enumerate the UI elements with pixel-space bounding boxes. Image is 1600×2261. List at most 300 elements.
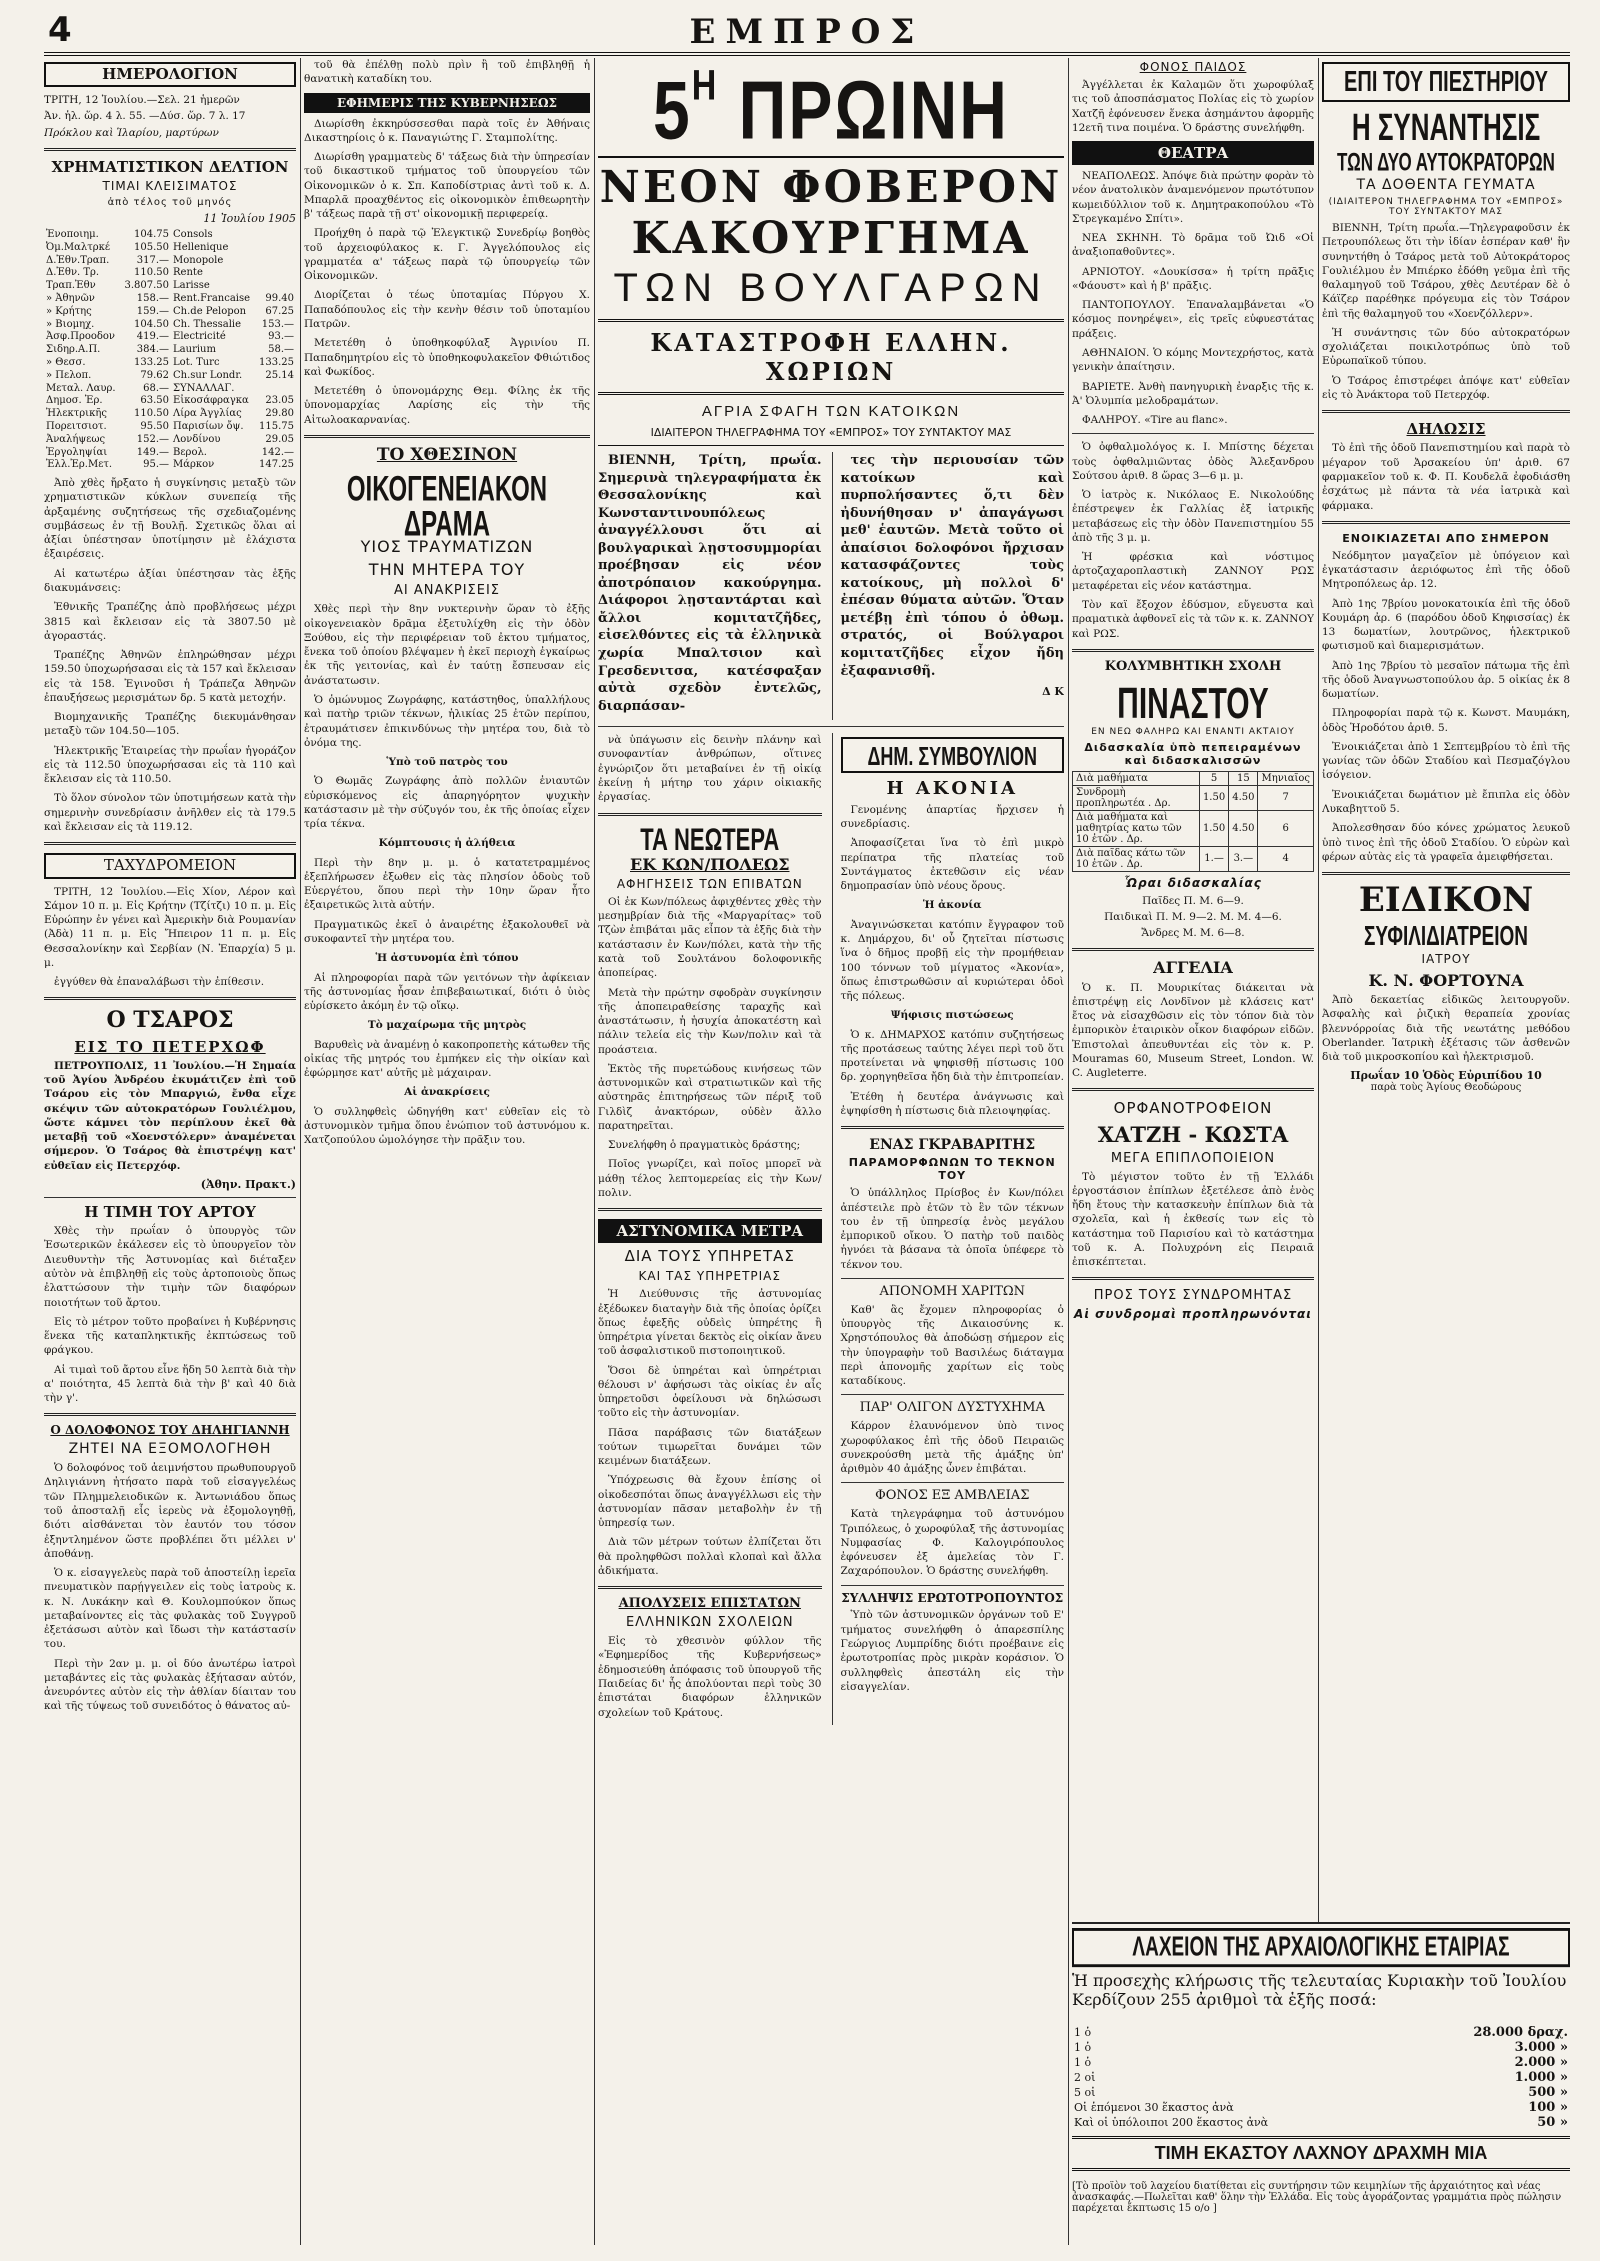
council-heading [841, 737, 1065, 773]
meeting-paragraph: ΒΙΕΝΝΗ, Τρίτη πρωΐα.—Τηλεγραφοῦσιν ἐκ Πετρουπόλεως ὅτι τὴν ἰδίαν ἑσπέραν καθ' ἣν συνηντήθη ὁ Τσάρος μετὰ τοῦ Αὐτοκράτορος Γουλιέλμου ἐν Μπιέρκο ἐδόθη γεῦμα ἐπὶ τῆς θαλαμηγοῦ τοῦ Τσάρου, χθὲς Δευτέραν δὲ ὁ Κάϊζερ παρέθηκε πρόγευμα εἰς τὸν Τσάρον ἐπὶ τῆς θαλαμηγοῦ του «Χοενζόλλερν». [1322, 222, 1570, 320]
schedule-cell: Διὰ παῖδας κάτω τῶν 10 ἐτῶν . Δρ. [1073, 846, 1200, 871]
exchange-value: 317.— [136, 254, 170, 266]
exchange-name: Ἐλλ.Ἐρ.Μετ. [46, 459, 113, 471]
drama-paragraph: Τὸ μαχαίρωμα τῆς μητρὸς [367, 1019, 527, 1032]
divider [44, 148, 296, 151]
banner-article [598, 452, 1064, 720]
clinic-address: παρὰ τοὺς Ἁγίους Θεοδώρους [1370, 1082, 1522, 1094]
drama-paragraph: Ἡ ἀστυνομία ἐπὶ τόπου [375, 952, 519, 965]
drama-subtitle-2: ΤΗΝ ΜΗΤΕΡΑ ΤΟΥ [368, 560, 526, 580]
exchange-name: ΣΥΝΑΛΛΑΓ. [173, 382, 235, 394]
engraver-text: Ὁ ὑπάλληλος Πρίσβος ἐν Κων/πόλει ἀπέστειλε πρὸ ἐτῶν τὸ ἓν τῶν τέκνων του ἐν τῇ ὑπηρεσίᾳ ἑνὸς μεγάλου ἐμπορικοῦ οἴκου. Ὁ πατὴρ τοῦ παιδὸς ἠγνόει τὰ βάσανα τὰ ὁποῖα ὑπέφερε τὸ τέκνον του. [840, 1187, 1064, 1271]
gazette-paragraph: Μετετέθη ὁ ὑποθηκοφύλαξ Ἀγρινίου Π. Παπαδημητρίου εἰς τὸ ὑποθηκοφυλακεῖον Φθιώτιδος καὶ Φωκίδος. [304, 337, 590, 378]
divider [1072, 433, 1314, 434]
exchange-value: 29.05 [265, 433, 294, 445]
ad-text: Ὁ κ. Π. Μουρικίτας διάκειται νὰ ἐπιστρέψῃ εἰς Λονδῖνον μὲ κλάσεις κατ' ἔτος νὰ εἰσαχθῶσιν εἰς τὸν τόπον διὰ τὸν ἐμπορικὸν ἑταιρικὸν οἶκον διαφόρων εἰδῶν. Ἐπιστολαὶ ἀπευθυντέαι εἰς τὸν κ. Ρ. Μοuramas 60, Museum Street, London. W. C. Augleterre. [1072, 981, 1314, 1080]
tsar-subtitle: ΕΙΣ ΤΟ ΠΕΤΕΡΧΩΦ [74, 1037, 266, 1056]
gazette-paragraph: Προήχθη ὁ παρὰ τῷ Ἐλεγκτικῷ Συνεδρίῳ βοηθὸς τοῦ ἀρχειοφύλακος κ. Γ. Ἀγγελόπουλος εἰς γραμματέα α' τάξεως παρὰ τῷ ὑπουργείῳ τῶν Οἰκονομικῶν. [304, 227, 590, 283]
exchange-name: Δ.Ἐθν. Τρ. [46, 267, 100, 279]
banner-signature: Δ Κ [1042, 685, 1064, 699]
divider [1072, 649, 1314, 652]
prize-label: 1 ὁ [1074, 2026, 1092, 2039]
meeting-title-2: ΤΩΝ ΔΥΟ ΑΥΤΟΚΡΑΤΟΡΩΝ [1337, 148, 1555, 177]
drama-subtitle: ΥΙΟΣ ΤΡΑΥΜΑΤΙΖΩΝ [360, 537, 534, 557]
ad-title: ΑΓΓΕΛΙΑ [1153, 958, 1233, 978]
meeting-subtitle: ΤΑ ΔΟΘΕΝΤΑ ΓΕΥΜΑΤΑ [1356, 177, 1536, 193]
drama-paragraph: Αἱ ἀνακρίσεις [404, 1086, 490, 1099]
schedule-cell: 4.50 [1229, 785, 1258, 810]
exchange-name: Λίρα Ἀγγλίας [173, 408, 242, 420]
exchange-value: 105.50 [134, 241, 170, 253]
divider [1072, 1277, 1314, 1280]
drama-title-2: ΟΙΚΟΓΕΝΕΙΑΚΟΝ ΔΡΑΜΑ [346, 470, 548, 545]
news-paragraph: Ποῖος γνωρίζει, καὶ ποῖος μπορεῖ νὰ μάθῃ τέλος λεπτομερείας εἰς τὴν Κων/πολιν. [598, 1158, 822, 1199]
prize-row [1072, 2100, 1570, 2115]
schedule-header: 15 [1229, 771, 1258, 785]
exchange-value: 133.25 [134, 356, 170, 368]
rent-notice: Ἀπὸ 1ης 7βρίου τὸ μεσαῖον πάτωμα τῆς ἐπὶ τῆς ὁδοῦ Ἀναγνωστοπούλου ἀρ. 5 οἰκίας ἐκ 8 δωματίων. [1322, 659, 1570, 701]
swim-location: ΕΝ ΝΕΩ ΦΑΛΗΡΩ ΚΑΙ ΕΝΑΝΤΙ ΑΚΤΑΙΟΥ [1091, 726, 1295, 737]
exchange-row [44, 255, 296, 268]
child-title: ΦΟΝΟΣ ΠΑΙΔΟΣ [1139, 60, 1247, 74]
police-article [598, 1287, 822, 1578]
gazette-paragraph: Διωρίσθη γραμματεὺς δ' τάξεως διὰ τὴν ὑπηρεσίαν τοῦ δικαστικοῦ τμήματος τοῦ ὑπουργείου τῶν Οἰκονομικῶν ὁ κ. Σπ. Καποδίστριας ἀντὶ τοῦ κ. Δ. Μπαρλᾶ προαχθέντος εἰς οἰκονομικὸν ἐπιθεωρητὴν β' τάξεως παρὰ τῇ στ' οἰκονομικῇ περιφερείᾳ. [304, 151, 590, 221]
rent-notice: Ἀπολεσθησαν δύο κόνες χρώματος λευκοῦ ὑπὸ τινος ἐπὶ τῆς ὁδοῦ Σταδίου. Ὁ εὑρὼν καὶ φέρων αὐτὰς εἰς τὰ γραφεῖα ἀμειφθήσεται. [1322, 822, 1570, 863]
exchange-name: Δ.Ἐθν.Τραπ. [46, 254, 110, 266]
doctor-notice: Ὁ ὀφθαλμολόγος κ. Ι. Μπίστης δέχεται τοὺς ὀφθαλμιῶντας ὁδὸς Ἀλεξανδρου Σούτσου ἀριθ. 8 ὥρας 3—6 μ. μ. [1072, 441, 1314, 482]
exchange-value: 79.62 [140, 369, 170, 381]
exchange-name: » Πελοπ. [46, 369, 92, 381]
exchange-row [44, 280, 296, 293]
exchange-name: Δημοσ. Ἐρ. [46, 395, 103, 407]
drama-paragraph: Ὁ ὁμώνυμος Ζωγράφης, κατάστηθος, ὑπαλλήλους καὶ πατὴρ τριῶν τέκνων, ἡλικίας 25 ἐτῶν περίπου, ἐτραυμάτισεν ἐπικινδύνως τὴν μητέρα του, διὰ τὸ ὀνόμα της. [304, 693, 590, 749]
exchange-row [44, 331, 296, 344]
exchange-value: 159.— [136, 305, 170, 317]
rent-notice: Ἀπὸ 1ης 7βρίου μονοκατοικία ἐπὶ τῆς ὁδοῦ Κουμάρη ἀρ. 6 (παρόδου ὁδοῦ Κηφισσίας) ἐκ 13 δωματίων, λουτρῶνος, ἡλεκτρικοῦ φωτισμοῦ καὶ διαμερισμάτων. [1322, 597, 1570, 653]
swim-subtitle: Διδασκαλία ὑπὸ πεπειραμένων καὶ διδασκαλισσῶν [1084, 740, 1302, 767]
lottery-text: Ἡ προσεχὴς κλήρωσις τῆς τελευταίας Κυριακὴν τοῦ Ἰουλίου Κερδίζουν 255 ἀριθμοὶ τὰ ἑξῆς ποσά: [1072, 1971, 1567, 2009]
divider [1322, 872, 1570, 875]
drama-paragraph: Βαρυθεὶς νὰ ἀναμένῃ ὁ κακοπροπετὴς κάτωθεν τῆς οἰκίας τῆς μητρός του ἐμπήκεν εἰς τὴν οἰκίαν καὶ ἐφώρμησε κατ' αὐτῆς μὲ μάχαιραν. [304, 1038, 590, 1080]
exam-title: ΑΠΟΛΥΣΕΙΣ ΕΠΙΣΤΑΤΩΝ [618, 1596, 801, 1612]
exchange-row [44, 395, 296, 408]
exchange-value [255, 255, 296, 268]
column-rule [1318, 58, 1319, 2245]
prize-amount: 50 » [1537, 2115, 1568, 2130]
exchange-value: 68.— [143, 382, 170, 394]
post-heading [44, 853, 296, 878]
headline-sub: ΤΩΝ ΒΟΥΛΓΑΡΩΝ [613, 266, 1049, 310]
exchange-name: Ἐργοληψίαι [46, 446, 108, 458]
middle-section [598, 58, 1064, 2245]
exchange-value: 142.— [261, 446, 294, 458]
news-subtitle-2: ΑΦΗΓΗΣΕΙΣ ΤΩΝ ΕΠΙΒΑΤΩΝ [616, 876, 803, 891]
exchange-value: 110.50 [134, 408, 170, 420]
divider [841, 1394, 1065, 1395]
exchange-name: Μεταλ. Λαυρ. [46, 382, 116, 394]
prize-amount: 3.000 » [1514, 2040, 1568, 2055]
exchange-name: » Θεσσ. [46, 356, 86, 368]
tsar-text: ΠΕΤΡΟΥΠΟΛΙΣ, 11 Ἰουλίου.—Ἡ Σημαία τοῦ Ἀγίου Ἀνδρέου ἐκυμάτιζεν ἐπὶ τοῦ Τσάρου εἰς τὸν Μπαργιώ, ἔνθα εἶχε σκέψιν τῶν αὐτοκρατόρων Γουλιέλμου, ὥστε κάμνει τὸν περίπλουν ἐκεῖ θὰ μεταβῇ τοῦ «Χοενστόλερν» ἀναμένεται σήμερον. Ὁ Τσάρος θὰ ἐπιστρέψῃ κατ' εὐθεῖαν εἰς Πετερχόφ. [44, 1059, 296, 1172]
gazette-paragraph: Διωρίσθη ἐκκηρύσσεσθαι παρὰ τοῖς ἐν Ἀθήναις Δικαστηρίοις ὁ κ. Παναγιώτης Γ. Σταμπολίτης. [304, 117, 590, 144]
market-paragraph: Βιομηχανικῆς Τραπέζης διεκυμάνθησαν μεταξὺ τῶν 104.50—105. [44, 711, 296, 738]
edition-suffix: Η [691, 62, 719, 110]
child-text: Ἀγγέλλεται ἐκ Καλαμῶν ὅτι χωροφύλαξ τις τοῦ ἀποσπάσματος Πολίας εἰς τὸ χωρίον Χατζῆ ἐφόνευσεν ἕνεκα ἀσημάντου ἀφορμῆς 12ετῆ τινα ποιμένα. Ὁ δράστης συνελήφθη. [1072, 79, 1314, 134]
divider [841, 1126, 1065, 1129]
exchange-name: Ἀσφ.Προοδον [46, 331, 115, 343]
clinic-doctor: Κ. Ν. ΦΟΡΤΟΥΝΑ [1368, 970, 1524, 990]
gazette-title: ΕΦΗΜΕΡΙΣ ΤΗΣ ΚΥΒΕΡΝΗΣΕΩΣ [304, 93, 590, 113]
exchange-value [255, 242, 296, 255]
exchange-name: Hellenique [173, 241, 229, 253]
exchange-value: 152.— [136, 433, 170, 445]
clinic-hours: Πρωΐαν 10 Ὁδὸς Εὐριπίδου 10 [1350, 1069, 1542, 1083]
exchange-value: 153.— [261, 318, 294, 330]
drama-title: ΤΟ ΧΘΕΣΙΝΟΝ [376, 444, 518, 465]
notice-text: Τὸ ἐπὶ τῆς ὁδοῦ Πανεπιστημίου καὶ παρὰ τὸ μέγαρον τοῦ Ἀρσακείου ὑπ' ἀριθ. 67 φαρμακεῖον τοῦ κ. Φ. Π. Κουδελᾶ ἐφοδιάσθη ἐσχάτως μὲ πάντα τὰ νέα ἰατρικὰ καὶ φάρμακα. [1322, 442, 1570, 512]
bulletin-subtitle-2: ἀπὸ τέλος τοῦ μηνός [107, 197, 233, 209]
police-paragraph: Ἡ Διεύθυνσις τῆς ἀστυνομίας ἐξέδωκεν διαταγὴν διὰ τῆς ὁποίας ὁρίζει ὅπως ἐφεξῆς οὐδεὶς ὑπηρέτης ἢ ὑπηρέτρια γίνεται δεκτὸς εἰς οἰκίαν ἄνευ τοῦ ἀσφαλιστικοῦ πιστοποιητικοῦ. [598, 1288, 822, 1358]
exchange-value: 104.75 [134, 229, 170, 241]
bread-article [44, 1224, 296, 1405]
divider [598, 726, 1064, 727]
exchange-row [44, 370, 296, 383]
notice-title: ΔΗΛΩΣΙΣ [1406, 420, 1486, 439]
engraver-subtitle: ΠΑΡΑΜΟΡΦΩΝΩΝ ΤΟ ΤΕΚΝΟΝ ΤΟΥ [848, 1156, 1056, 1183]
exchange-name: Ὀμ.Μαλτρκέ [46, 241, 111, 253]
theatre-listing: ΑΘΗΝΑΙΟΝ. Ὁ κόμης Μοντεχρήστος, κατὰ γενικὴν ἀπαίτησιν. [1072, 346, 1314, 374]
exchange-name: Σιδηρ.Α.Π. [46, 344, 101, 356]
drama-paragraph: Χθὲς περὶ τὴν 8ην νυκτερινὴν ὥραν τὸ ἐξῆς οἰκογενειακὸν δρᾶμα ἐξετυλίχθη εἰς τὴν ὁδὸν Ξούθου, εἰς τὴν περιφέρειαν τοῦ ἐκτου τμήματος, ἔνεκα τοῦ ὁποίου βλέψαμεν ἡ ἐκεῖ περιοχὴ ἐγκαίρως ἐκ τῆς γειτονίας, καὶ ἐν ταύτῃ ἔσπευσαν εἰς ἀνάστατωσιν. [304, 603, 590, 687]
bulletin-subtitle: ΤΙΜΑΙ ΚΛΕΙΣΙΜΑΤΟΣ [102, 179, 238, 194]
schedule-header: 5 [1199, 771, 1228, 785]
schedule-cell: 4.50 [1229, 810, 1258, 846]
news-paragraph: Ἐκτὸς τῆς πυρετώδους κινήσεως τῶν ἀστυνομικῶν καὶ στρατιωτικῶν καὶ τῆς αὐστηρᾶς ἐπιτηρήσεως τῶν πέριξ τοῦ Γιλδὶζ ἀνακτόρων, οὐδὲν ἄλλο παρατηρεῖται. [598, 1062, 822, 1132]
press-title: ΕΠΙ ΤΟΥ ΠΙΕΣΤΗΡΙΟΥ [1344, 66, 1548, 99]
swim-hours [1072, 894, 1314, 941]
post-title: ΤΑΧΥΔΡΟΜΕΙΟΝ [103, 856, 237, 875]
theatre-listings [1072, 169, 1314, 427]
orphan-subtitle: ΜΕΓΑ ΕΠΙΠΛΟΠΟΙΕΙΟΝ [1110, 1150, 1276, 1166]
exchange-value: 158.— [136, 293, 170, 304]
police-title: ΑΣΤΥΝΟΜΙΚΑ ΜΕΤΡΑ [598, 1219, 822, 1243]
middle-right-column [832, 733, 1065, 1725]
bread-paragraph: Εἰς τὸ μέτρον τοῦτο προβαίνει ἡ Κυβέρνησις ἕνεκα τῆς καταπληκτικῆς ἐκπτώσεως τοῦ φράγκου. [44, 1315, 296, 1357]
exchange-name: Παρισίων ὄψ. [173, 420, 244, 432]
council-paragraph: Ἀποφασίζεται ἵνα τὸ ἐπὶ μικρὸ περίπατρα τῆς πλατείας τοῦ Συντάγματος ἐκτεθῶσιν εἰς νέαν δημοπρασίαν ὑπὸ νέους ὅρους. [840, 837, 1064, 893]
exchange-name: Μάρκον [173, 459, 215, 471]
murderer-paragraph: Ὁ κ. εἰσαγγελεὺς παρὰ τοῦ ἀποστείλῃ ἰερεῖα πνευματικὸν παρῄγγειλεν εἰς τοὺς ἰατροὺς κ. κ. Ν. Λυκάκην καὶ Θ. Κουλομπούκον ὅπως μεταβαίνοντες εἰς τὰς φυλακὰς τοῦ Συγγροῦ ἐξετάσωσι αὐτὸν καὶ ἴδωσι τὴν κατάστασίν του. [44, 1567, 296, 1651]
prize-amount: 1.000 » [1514, 2070, 1568, 2085]
market-report [44, 476, 296, 834]
schedule-cell: 1.50 [1199, 810, 1228, 846]
theatre-listing: ΝΕΑ ΣΚΗΝΗ. Τὸ δρᾶμα τοῦ Ὠιδ «Οἱ ἀναξιοπαθοῦντες». [1072, 232, 1314, 259]
edition-headline [598, 62, 1064, 157]
exchange-name: Ch. Thessalie [173, 318, 242, 330]
divider [304, 435, 590, 438]
prize-amount: 500 » [1528, 2085, 1568, 2100]
rent-notice: Νεόδμητον μαγαζεῖον μὲ ὑπόγειον καὶ ἐγκατάστασιν ἀεριόφωτος ἐπὶ τῆς ὁδοῦ Μητροπόλεως ἀρ. 12. [1322, 549, 1570, 591]
lottery-ad [1072, 1922, 1570, 2245]
exchange-name: Ch.sur Londr. [173, 369, 243, 381]
police-paragraph: Πᾶσα παράβασις τῶν διατάξεων τούτων τιμωρεῖται δυνάμει τῶν κειμένων διατάξεων. [598, 1426, 822, 1468]
exchange-name: Τραπ.Ἐθν [46, 280, 96, 292]
gazette-paragraph: Διορίζεται ὁ τέως ὑποταμίας Πύργου Χ. Παπαδόπουλος εἰς τὴν κενὴν θέσιν τοῦ ὑποταμίου Πατρῶν. [304, 289, 590, 330]
divider [841, 1482, 1065, 1483]
exchange-name: Laurium [173, 344, 216, 356]
clinic-subtitle: ΙΑΤΡΟΥ [1421, 951, 1471, 966]
council-paragraph: Γενομένης ἀπαρτίας ἤρχισεν ἡ συνεδρίασις. [840, 803, 1064, 831]
exchange-row [44, 434, 296, 447]
schedule-row [1073, 846, 1314, 871]
bread-title: Η ΤΙΜΗ ΤΟΥ ΑΡΤΟΥ [84, 1202, 256, 1221]
exchange-value: 93.— [268, 331, 294, 343]
subs-subtitle: Αἱ συνδρομαὶ προπληρωνόνται [1074, 1307, 1312, 1322]
bulletin-date: 11 Ἰουλίου 1905 [203, 212, 296, 226]
divider [1072, 1088, 1314, 1091]
news-paragraph: Συνελήφθη ὁ πραγματικὸς δράστης; [608, 1139, 801, 1152]
drama-paragraph: Κόμπτουσις ἡ ἀλήθεια [378, 837, 516, 850]
murderer-subtitle: ΖΗΤΕΙ ΝΑ ΕΞΟΜΟΛΟΓΗΘΗ [68, 1441, 272, 1458]
rent-title: ΕΝΟΙΚΙΑΖΕΤΑΙ ΑΠΟ ΣΗΜΕΡΟΝ [1342, 531, 1550, 545]
council-paragraph: Ἀναγινώσκεται κατόπιν ἔγγραφον τοῦ κ. Δημάρχου, δι' οὗ ζητεῖται πίστωσις ἵνα ὁ δῆμος προβῇ εἰς τὴν προμήθειαν 100 τόννων τοῦ μίγματος «Ἀκονία», ὅπως ἐπιστρωθῶσιν αἱ κυριώτεραι ὁδοὶ τῆς πόλεως. [840, 918, 1064, 1003]
exchange-name: Λονδίνου [173, 433, 221, 445]
orphan-text: Τὸ μέγιστον τοῦτο ἐν τῇ Ἑλλάδι ἐργοστάσιον ἐπίπλων ἐξετέλεσε ἀπὸ ἑνὸς ἤδη ἔτους τὴν κατασκευὴν ἐπίπλων διὰ τὰ σχολεῖα, καὶ ἡ ἐκθεσίς των εἰς τὸ κατάστημα τοῦ Παρισίου καὶ τὸ κατάστημα τοῦ κ. Α. Πολυχρόνη εἰς Πειραιᾶ ἐπισκέπτεται. [1072, 1170, 1314, 1269]
police-paragraph: Ὅσοι δὲ ὑπηρέται καὶ ὑπηρέτριαι θέλουσι ν' ἀφήσωσι τὰς οἰκίας ἐν αἷς ὑπηρετοῦσι ὀφείλουσι νὰ δηλώσωσι τοῦτο εἰς τὴν ἀστυνομίαν. [598, 1364, 822, 1420]
exchange-name: Εἰκοσάφραγκα [173, 395, 249, 407]
engraver-title: ΕΝΑΣ ΓΚΡΑΒΑΡΙΤΗΣ [869, 1137, 1036, 1154]
post-note: ἐγγύθεν θὰ ἐπαναλάβωσι τὴν ἐπίθεσιν. [54, 976, 265, 989]
masthead [44, 8, 1570, 56]
swim-hour: Ἄνδρες Μ. Μ. 6—8. [1141, 927, 1245, 940]
council-paragraph: Ἐτέθη ἡ δευτέρα ἀνάγνωσις καὶ ἐψηφίσθη ἡ πίστωσις διὰ πλειοψηφίας. [840, 1090, 1064, 1117]
tsar-title: Ο ΤΣΑΡΟΣ [106, 1007, 234, 1034]
arrest-title: ΣΥΛΛΗΨΙΣ ΕΡΩΤΟΤΡΟΠΟΥΝΤΟΣ [841, 1590, 1064, 1605]
divider [1322, 410, 1570, 413]
market-paragraph: Ἀπὸ χθὲς ἤρξατο ἡ συγκίνησις μεταξὺ τῶν χρηματιστικῶν κύκλων συνεπείᾳ τῆς ἀρξαμένης συζητήσεως τῆς σχεδιαζομένης συμβάσεως ἐν τῇ Βουλῇ. Σχετικῶς ὅλαι αἱ ἀξίαι ὑπέστησαν ὑποτίμησιν μὲ ἐλάχιστα ἐξαιρέσεις. [44, 477, 296, 561]
exchange-value: 99.40 [265, 293, 294, 304]
rent-notices [1322, 549, 1570, 864]
prize-amount: 28.000 δραχ. [1473, 2025, 1568, 2040]
headline-catastrophe: ΚΑΤΑΣΤΡΟΦΗ ΕΛΛΗΝ. ΧΩΡΙΩΝ [598, 319, 1064, 395]
prize-amount: 100 » [1528, 2100, 1568, 2115]
prize-label: Οἱ ἑπόμενοι 30 ἕκαστος ἀνὰ [1074, 2101, 1234, 2114]
accident-text: Κάρρον ἐλαυνόμενον ὑπὸ τινος χωροφύλακος ἐπὶ τῆς ὁδοῦ Πειραιῶς συνεκρούσθη μετὰ τῆς ἁμάξης ὑπ' ἀριθμὸν 40 ἀμάξης ὧνεν ἐπιβάται. [840, 1420, 1064, 1476]
doctor-notices [1072, 440, 1314, 640]
schedule-cell: 1.50 [1199, 785, 1228, 810]
exam-subtitle: ΕΛΛΗΝΙΚΩΝ ΣΧΟΛΕΙΩΝ [625, 1615, 794, 1631]
exchange-value: 3.807.50 [124, 280, 170, 292]
bread-paragraph: Αἱ τιμαὶ τοῦ ἄρτου εἶνε ἤδη 50 λεπτὰ διὰ τὴν α' ποιότητα, 45 λεπτὰ διὰ τὴν β' καὶ 40 διὰ τὴν γ'. [44, 1363, 296, 1405]
rent-notice: Ἐνοικιάζεται ἀπὸ 1 Σεπτεμβρίου τὸ ἐπὶ τῆς γωνίας τῶν ὁδῶν Σταδίου καὶ Πεσμαζόγλου ἰσόγειον. [1322, 740, 1570, 782]
exchange-name: Rent.Francaise [173, 293, 251, 304]
divider [1072, 948, 1314, 951]
police-subtitle-2: ΚΑΙ ΤΑΣ ΥΠΗΡΕΤΡΙΑΣ [638, 1269, 781, 1284]
drama-paragraph: Ὁ συλληφθεὶς ὡδηγήθη κατ' εὐθεῖαν εἰς τὸ ἀστυνομικὸν τμῆμα ὅπου ἐνώπιον τοῦ ἀστυνόμου κ. Χατζοπούλου ὡμολόγησε τὴν πρᾶξιν του. [304, 1105, 590, 1147]
divider [841, 1278, 1065, 1279]
news-paragraph: Μετὰ τὴν πρώτην σφοδρὰν συγκίνησιν τῆς ἀποπειραθείσης ταραχῆς καὶ ἀναστάτωσιν, ἡ ἡσυχία ἀποκατέστη καὶ πάλιν τελεία εἰς τὴν Κων/πολιν καὶ τὰ προάστεια. [598, 986, 822, 1056]
exchange-name: Consols [173, 229, 213, 241]
exchange-value: 110.50 [134, 267, 170, 279]
murderer-article [44, 1461, 296, 1714]
exchange-row [44, 357, 296, 370]
divider [598, 813, 822, 816]
swim-hour: Παιδικαὶ Π. Μ. 9—2. Μ. Μ. 4—6. [1104, 910, 1282, 923]
schedule-row [1073, 785, 1314, 810]
page-number: 4 [48, 10, 72, 50]
exchange-value: 419.— [136, 331, 170, 343]
market-paragraph: Τὸ ὅλον σύνολον τῶν ὑποτιμήσεων κατὰ τὴν σημερινὴν συνεδρίασιν ἀνῆλθεν εἰς τὰ 179.5 καὶ ἔκλεισαν εἰς τὰ 119.12. [44, 792, 296, 833]
exchange-table [44, 229, 296, 472]
exchange-name: Βερολ. [173, 446, 207, 458]
divider [598, 1586, 822, 1589]
schedule-cell: 3.— [1229, 846, 1258, 871]
exchange-name: Electricité [173, 331, 226, 343]
prize-label: 1 ὁ [1074, 2056, 1092, 2069]
exchange-value [255, 229, 296, 242]
exchange-name: Ἐνοποιημ. [46, 229, 99, 241]
divider [44, 842, 296, 845]
prize-row [1072, 2040, 1570, 2055]
doctor-notice: Ἡ φρέσκια καὶ νόστιμος ἀρτοζαχαροπλαστικὴ ΖΑΝΝΟΥ ΡΩΣ μεταφέρεται εἰς νέον κατάστημα. [1072, 551, 1314, 592]
prize-label: 2 οἱ [1074, 2071, 1096, 2084]
exchange-value: 63.50 [140, 395, 170, 407]
doctor-notice: Ὁ ἰατρὸς κ. Νικόλαος Ε. Νικολούδης ἐπέστρεψεν ἐκ Γαλλίας ἐξ ἰατρικῆς μεταβάσεως εἰς τὴν ὁδὸν Πανεπιστημίου 55 ἀπὸ τῆς 3 μ. μ. [1072, 489, 1314, 544]
tsar-source: (Ἀθην. Πρακτ.) [200, 1177, 296, 1191]
edition-word: ΠΡΩΙΝΗ [738, 63, 1009, 156]
divider [44, 997, 296, 1000]
drama-subtitle-3: ΑΙ ΑΝΑΚΡΙΣΕΙΣ [393, 583, 501, 599]
exchange-value: 95.50 [140, 420, 170, 432]
prize-row [1072, 2025, 1570, 2040]
column-rule [594, 58, 595, 2245]
exchange-value: 95.— [143, 459, 170, 471]
exchange-value: 147.25 [259, 459, 294, 471]
council-subtitle: Η ΑΚΟΝΙΑ [886, 778, 1018, 800]
theatre-listing: ΦΑΛΗΡΟΥ. «Tire au flanc». [1082, 414, 1228, 427]
drama-paragraph: Αἱ πληροφορίαι παρὰ τῶν γειτόνων τὴν ἀφίκειαν τῆς ἀστυνομίας ἦσαν ἐπιβεβαιωτικαί, διότι ὁ ὑιὸς εὑρίσκετο ἀκόμη ἐν τῷ οἴκῳ. [304, 971, 590, 1013]
murderer-paragraph: Ὁ δολοφόνος τοῦ ἀειμνήστου πρωθυπουργοῦ Δηλιγιάννη ἠτήσατο παρὰ τοῦ εἰσαγγελέως τῶν Πλημμελειοδικῶν κ. Ἀντωνιάδου ὅπως τοῦ ἀποσταλῇ εἷς ἱερεὺς νὰ ἐξομολογηθῇ, διότι αἰσθάνεται τὸν ἑαυτόν του τόσον ἐξηντλημένον ὥστε προβλέπει ὅτι μέλλει ν' ἀποθάνῃ. [44, 1462, 296, 1560]
calendar-heading [44, 62, 296, 87]
council-title: ΔΗΜ. ΣΥΜΒΟΥΛΙΟΝ [867, 741, 1038, 771]
theatre-listing: ΑΡΝΙΟΤΟΥ. «Δουκίσσα» ἡ τρίτη πρᾶξις «Φάουστ» καὶ ἡ β' πρᾶξις. [1072, 265, 1314, 292]
exchange-value: 25.14 [265, 369, 294, 381]
continued-text: τοῦ θὰ ἐπέλθῃ πολὺ πρὶν ἢ τοῦ ἐπιβληθῇ ἡ θανατικὴ καταδίκη του. [304, 59, 590, 86]
news-article [598, 895, 822, 1200]
clinic-title-2: ΣΥΦΙΛΙΔΙΑΤΡΕΙΟΝ [1364, 921, 1528, 952]
meeting-article [1322, 221, 1570, 402]
exchange-value [255, 267, 296, 280]
drama-paragraph: Ὑπὸ τοῦ πατρὸς του [386, 756, 508, 769]
middle-columns [598, 733, 1064, 1725]
edition-number: 5 [653, 63, 692, 156]
headline-banner [598, 62, 1064, 446]
prize-row [1072, 2115, 1570, 2130]
market-paragraph: Αἱ κατωτέρω ἀξίαι ὑπέστησαν τὰς ἑξῆς διακυμάνσεις: [44, 567, 296, 595]
drama-paragraph: Ὁ Θωμᾶς Ζωγράφης ἀπὸ πολλῶν ἐνιαυτῶν εὑρισκόμενος εἰς ἀπαρηγόρητον ψυχικὴν κατάστασιν μὲ τὴν σύζυγόν του, ἐκ τῆς ὁποίας εἶχεν τρία τέκνα. [304, 775, 590, 831]
column-4 [1072, 58, 1314, 2245]
news-title: ΤΑ ΝΕΩΤΕΡΑ [640, 820, 780, 857]
lottery-note: [Τὸ προϊὸν τοῦ λαχείου διατίθεται εἰς συντήρησιν τῶν κειμηλίων τῆς ἀρχαιότητος καὶ νέας ἀνασκαφάς.—Πωλεῖται καθ' ὅλην τὴν Ἑλλάδα. Εἰς τοὺς ἀγοράζοντας γραμμάτια πρὸς πώλησιν παρέχεται ἔκπτωσις 15 ο/ο ] [1072, 2181, 1562, 2214]
exchange-name: Lot. Turc [173, 356, 220, 368]
news-paragraph: Οἱ ἐκ Κων/πόλεως ἀφιχθέντες χθὲς τὴν μεσημβρίαν διὰ τῆς «Μαργαρίτας» τοῦ Τζὼν ἐπιβάται μᾶς εἶπον τὰ ἑξῆς διὰ τὴν κατάστασιν ἐν Κων/πόλει, κατὰ τὴν τῆς κατὰ τοῦ Σουλτάνου δολοφονικῆς ἀποπείρας. [598, 895, 822, 980]
rent-notice: Πληροφορίαι παρὰ τῷ κ. Κωνστ. Μαυμάκη, ὁδὸς Ἡροδότου ἀριθ. 5. [1322, 707, 1570, 734]
banner-text-right: τες τὴν περιουσίαν τῶν κατοίκων καὶ πυρπολήσαντες ὅ,τι δὲν ἠδυνήθησαν ν' ἀπαγάγωσι μεθ' ἑαυτῶν. Μετὰ τοῦτο οἱ ἀπαίσιοι δολοφόνοι ἤρχισαν κατασφάζοντες τοὺς κατοίκους, μὴ πολλοὶ δ' ἐπέσαν θύματα αὐτῶν. Ὅταν μετέβῃ ἐπὶ τόπου ὁ ὀθωμ. στρατός, οἱ Βούλγαροι κομιτατζῆδες εἶχον ἤδη ἐξαφανισθῆ. [840, 453, 1064, 679]
exchange-value: 58.— [268, 344, 294, 356]
swim-hours-title: Ὧραι διδασκαλίας [1124, 875, 1262, 890]
exchange-value: 133.25 [259, 356, 294, 368]
headline-main: ΝΕΟΝ ΦΟΒΕΡΟΝ ΚΑΚΟΥΡΓΗΜΑ [598, 156, 1064, 264]
prize-amount: 2.000 » [1514, 2055, 1568, 2070]
drama-paragraph: Πραγματικῶς ἐκεῖ ὁ ἀναιρέτης ἐξακολουθεῖ νὰ συκοφαντεῖ τὴν μητέρα του. [304, 918, 590, 945]
meeting-telegram: (ΙΔΙΑΙΤΕΡΟΝ ΤΗΛΕΓΡΑΦΗΜΑ ΤΟΥ «ΕΜΠΡΟΣ» ΤΟΥ ΣΥΝΤΑΚΤΟΥ ΜΑΣ [1328, 197, 1564, 217]
exchange-value: 104.50 [134, 318, 170, 330]
exchange-value [255, 280, 296, 293]
murderer-paragraph: Περὶ τὴν 2αν μ. μ. οἱ δύο ἀνωτέρω ἰατροὶ μεταβάντες εἰς τὰς φυλακὰς ἐξήτασαν αὐτόν, ἀνευρόντες αὐτὸν εἰς τὴν ἀθλίαν δίαιταν του καὶ τῆς τύψεως τοῦ συνειδότος ὁ θάνατος αὐ- [44, 1657, 296, 1713]
continued-text: νὰ ὑπάγωσιν εἰς δεινὴν πλάνην καὶ συνοφαντίαν ἀνθρώπων, οἵτινες ἐγνώριζον ὅτι μεταβαίνει ἐν τῇ οἰκίᾳ ἐκείνῃ ἡ μήτηρ του χάριν οἰκιακῆς ἐργασίας. [598, 734, 822, 804]
divider [598, 1208, 822, 1211]
news-subtitle: ΕΚ ΚΩΝ/ΠΟΛΕΩΣ [630, 854, 790, 874]
swim-schedule [1072, 771, 1314, 872]
theatre-listing: ΠΑΝΤΟΠΟΥΛΟΥ. Ἐπαναλαμβάνεται «Ὁ κόσμος πονηρέψει», εἰς τρεῖς εὐφυεστάτας πράξεις. [1072, 299, 1314, 340]
prize-label: 1 ὁ [1074, 2041, 1092, 2054]
prize-row [1072, 2085, 1570, 2100]
exchange-name: » Κρήτης [46, 305, 92, 317]
press-heading [1322, 62, 1570, 102]
exchange-row [44, 306, 296, 319]
prize-label: Καὶ οἱ ὑπόλοιποι 200 ἕκαστος ἀνὰ [1074, 2116, 1269, 2129]
calendar-title: ΗΜΕΡΟΛΟΓΙΟΝ [102, 65, 238, 83]
calendar-line: Πρόκλου καὶ Ἱλαρίου, μαρτύρων [44, 126, 219, 139]
divider [841, 1585, 1065, 1586]
schedule-header: Διὰ μαθήματα [1073, 771, 1200, 785]
market-paragraph: Τραπέζης Ἀθηνῶν ἐπληρώθησαν μέχρι 159.50 ὑποχωρήσασαι εἰς τὰ 157 καὶ ἔκλεισαν εἰς τὰ 158. Ἐγινοῦσι ἡ Τράπεζα Ἀθηνῶν ἐπαυξήσεως μερισμάτων δρ. 5 κατὰ μετοχήν. [44, 649, 296, 704]
schedule-cell: 4 [1258, 846, 1314, 871]
council-paragraph: Ἡ ἀκονία [922, 899, 982, 912]
exchange-row [44, 459, 296, 472]
exchange-name: Ἠλεκτρικῆς [46, 408, 107, 420]
police-subtitle: ΔΙΑ ΤΟΥΣ ΥΠΗΡΕΤΑΣ [624, 1247, 795, 1266]
exchange-row [44, 267, 296, 280]
grace-text: Καθ' ἃς ἔχομεν πληροφορίας ὁ ὑπουργὸς τῆς Δικαιοσύνης κ. Χρηστόπουλος θὰ ἀποδώσῃ σήμερον εἰς τὴν ὑπογραφὴν τοῦ Βασιλέως διάταγμα περὶ ἀπονομῆς χαρίτων εἰς τοὺς καταδίκους. [840, 1303, 1064, 1388]
exchange-value: 23.05 [265, 395, 294, 407]
divider [44, 1413, 296, 1416]
council-paragraph: Ὁ κ. ΔΗΜΑΡΧΟΣ κατόπιν συζητήσεως τῆς προτάσεως ταύτης λέγει περὶ τοῦ ὅτι προτείνεται νὰ ψηφισθῇ πίστωσις 100 δρ. χορηγηθεῖσα ἤδη διὰ τὴν ἐπιτροπείαν. [840, 1028, 1064, 1084]
schedule-cell: 7 [1258, 785, 1314, 810]
exchange-row [44, 242, 296, 255]
exchange-row [44, 344, 296, 357]
banner-text-left: ΒΙΕΝΝΗ, Τρίτη, πρωΐα. Σημερινὰ τηλεγραφήματα ἐκ Θεσσαλονίκης καὶ Κωνσταντινουπόλεως ἀναγγέλλουσι ὅτι αἱ βουλγαρικαὶ λῃστοσυμμορίαι προέβησαν εἰς νέον ἀποτρόπαιον κακούργημα. Διάφοροι λῃσταντάρται καὶ ἄλλοι κομιτατζῆδες, εἰσελθόντες εἰς τὰ ἑλληνικὰ χωρία Μπαλτσιον καὶ Γρεσδενιτσα, κατέσφαξαν αὐτὰ σχεδὸν ἐντελῶς, διαρπάσαν- [598, 453, 822, 714]
column-2 [304, 58, 590, 2245]
subs-title: ΠΡΟΣ ΤΟΥΣ ΣΥΝΔΡΟΜΗΤΑΣ [1093, 1288, 1293, 1304]
arrest-text: Ὑπὸ τῶν ἀστυνομικῶν ὀργάνων τοῦ Ε' τμήματος συνελήφθη ὁ ἀπαρεσπίλης Γεώργιος Λυμπρίδης διότι προέβαινε εἰς ἐρωτοτροπίας πρὸς μικρὰν κοράσιον. Ὁ συλληφθεὶς ἀπεστάλη εἰς τὴν εἰσαγγελίαν. [840, 1609, 1064, 1693]
clinic-title: ΕΙΔΙΚΟΝ [1358, 880, 1534, 921]
schedule-cell: Διὰ μαθήματα καὶ μαθητρίας κατω τῶν 10 ἐτῶν . Δρ. [1073, 810, 1200, 846]
murder-text: Κατὰ τηλεγράφημα τοῦ ἀστυνόμου Τριπόλεως, ὁ χωροφύλαξ τῆς ἀστυνομίας Νυμφασίας Φ. Καλογιρόπουλος ἐφόνευσεν ἐξ ἀμελείας τὸν Γ. Ζαχαρόπουλον. Ὁ δράστης συνελήφθη. [840, 1508, 1064, 1578]
gazette-paragraph: Μετετέθη ὁ ὑπονομάρχης Θεμ. Φίλης ἐκ τῆς ὑπονομαρχίας Λαρίσης εἰς τὴν τῆς Αἰτωλοακαρνανίας. [304, 385, 590, 426]
column-5 [1322, 58, 1570, 2245]
post-text: ΤΡΙΤΗ, 12 Ἰουλίου.—Εἰς Χίον, Λέρον καὶ Σάμον 10 π. μ. Εἰς Κρήτην (Τζίτζι) 10 π. μ. Εἰς Εὐρώπην ἐν γένει καὶ Ἀμερικὴν διὰ Ρουμανίαν (Ἀδὰ) 11 π. μ. Εἰς Ἤπειρον 11 π. μ. Εἰς Θεσσαλονίκην καὶ Σερβίαν (Ν. Ἐπαρχία) 5 μ. μ. [44, 885, 296, 969]
theatre-listing: ΒΑΡΙΕΤΕ. Ἀνθὴ πανηγυρικὴ ἐναρξις τῆς κ. Ἀ' Ὀλυμπία μελοδραμάτων. [1072, 380, 1314, 407]
swim-hour: Παῖδες Π. Μ. 6—9. [1142, 894, 1244, 907]
market-paragraph: Ἐθνικῆς Τραπέζης ἀπὸ προβλήσεως μέχρι 3815 καὶ ἔκλεισαν εἰς τὰ 3807.50 μὲ ἀγοραστάς. [44, 601, 296, 642]
meeting-title: Η ΣΥΝΑΝΤΗΣΙΣ [1351, 105, 1541, 149]
schedule-cell: 1.— [1199, 846, 1228, 871]
swim-title: ΚΟΛΥΜΒΗΤΙΚΗ ΣΧΟΛΗ [1104, 658, 1282, 674]
meeting-paragraph: Ὁ Τσάρος ἐπιστρέφει ἀπόψε κατ' εὐθεῖαν εἰς τὸ Ἀνάκτορα τοῦ Πετερχόφ. [1322, 374, 1570, 401]
calendar-line: ΤΡΙΤΗ, 12 Ἰουλίου.—Σελ. 21 ἡμερῶν [44, 94, 240, 107]
exchange-row [44, 383, 296, 396]
